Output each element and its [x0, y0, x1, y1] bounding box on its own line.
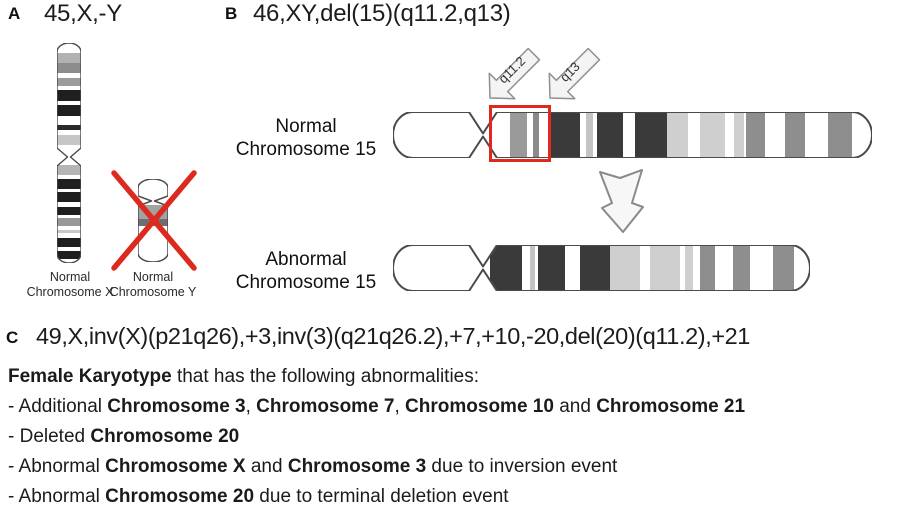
description-line-2: - Additional Chromosome 3, Chromosome 7, Chromosome 10 and Chromosome 21	[8, 396, 746, 417]
panel-b-title: 46,XY,del(15)(q11.2,q13)	[253, 0, 511, 27]
abnormal-chromosome-15-caption: Abnormal Chromosome 15	[235, 249, 377, 293]
abnormal-chromosome-15-ideogram	[393, 245, 810, 291]
chromosome-y-caption: Normal Chromosome Y	[109, 270, 197, 299]
description-line-4: - Abnormal Chromosome X and Chromosome 3 due to inversion event	[8, 456, 618, 477]
chromosome-x-ideogram	[57, 43, 81, 263]
panel-b-letter: B	[225, 4, 238, 23]
panel-a-title: 45,X,-Y	[44, 0, 122, 27]
band-pointer-arrows	[470, 42, 630, 112]
panel-c-title: 49,X,inv(X)(p21q26),+3,inv(3)(q21q26.2),+7,+10,-20,del(20)(q11.2),+21	[36, 323, 750, 349]
panel-c-letter: C	[6, 328, 19, 347]
description-line-3: - Deleted Chromosome 20	[8, 426, 240, 447]
description-line-5: - Abnormal Chromosome 20 due to terminal deletion event	[8, 486, 509, 507]
deletion-region-highlight-box	[489, 105, 551, 162]
karyotype-description	[8, 362, 896, 510]
chromosome-x-caption: Normal Chromosome X	[26, 270, 114, 299]
arrow-q11-2-label: q11.2	[495, 53, 529, 87]
transformation-down-arrow-icon	[585, 165, 655, 240]
normal-chromosome-15-ideogram	[393, 112, 872, 158]
red-cross-icon	[110, 170, 198, 272]
arrow-q13-label: q13	[556, 58, 583, 85]
description-line-1: Female Karyotype that has the following abnormalities:	[8, 366, 480, 387]
normal-chromosome-15-caption: Normal Chromosome 15	[235, 116, 377, 160]
panel-a-letter: A	[8, 4, 21, 23]
